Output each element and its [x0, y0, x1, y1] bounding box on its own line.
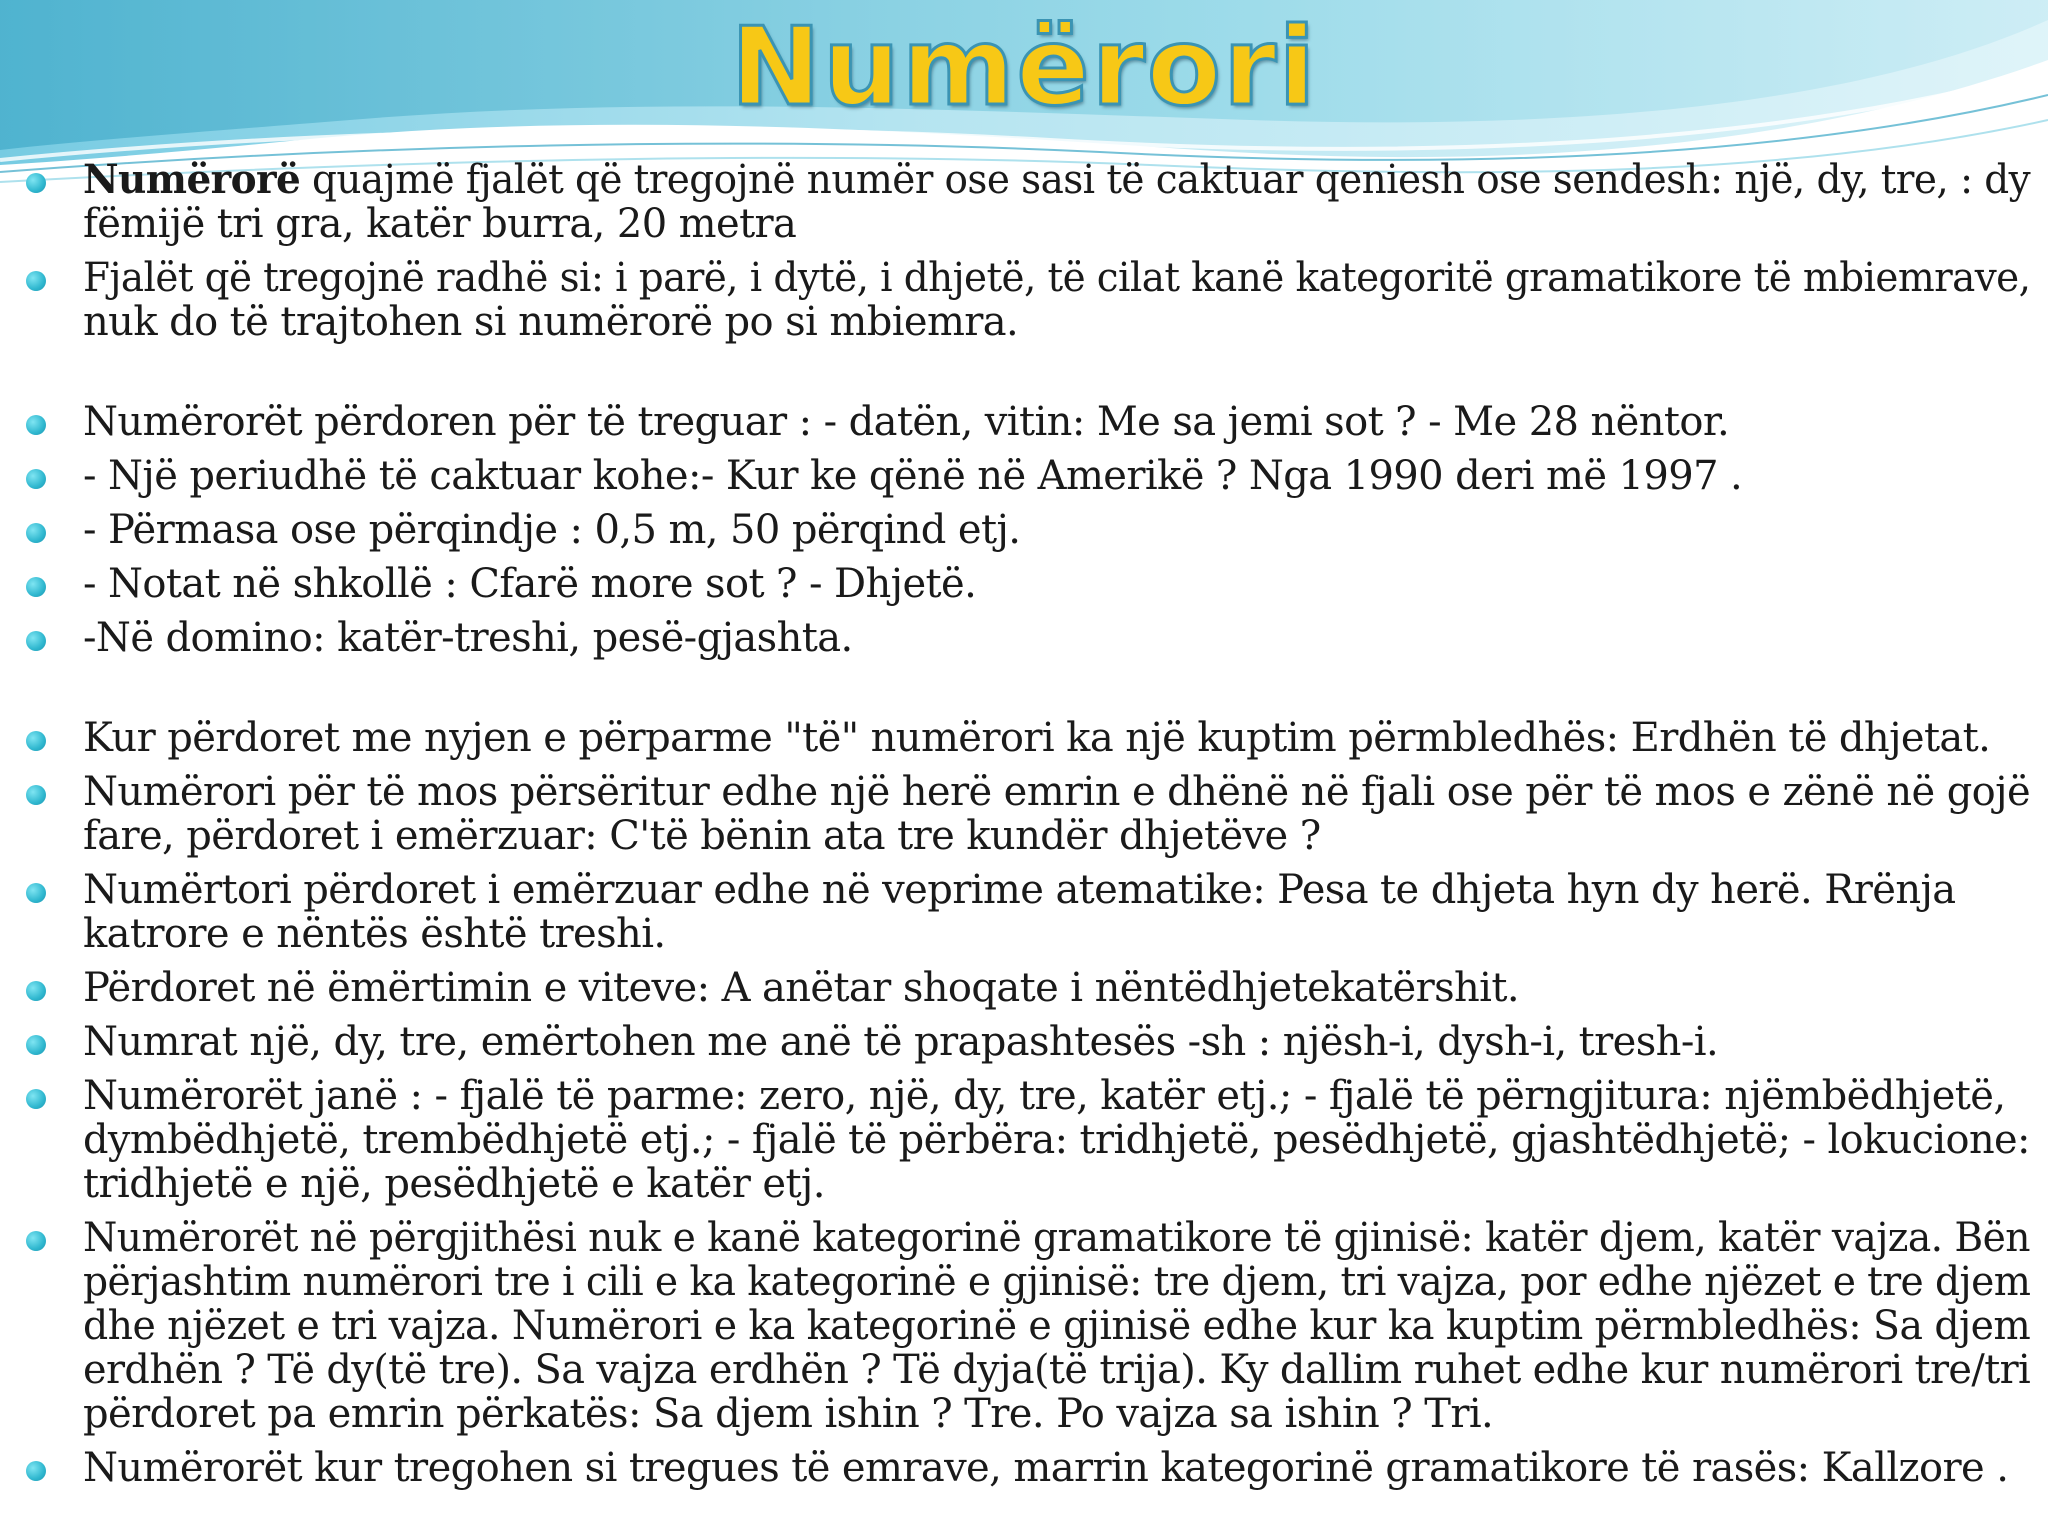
bullet-item	[0, 868, 2048, 956]
bullet-line: Numërorët në përgjithësi nuk e kanë kategorinë gramatikore të gjinisë: katër djem, katër vajza. Bën	[83, 1215, 2030, 1261]
bullet-dot-icon	[26, 523, 46, 543]
bullet-dot-icon	[26, 631, 46, 651]
bullet-dot-icon	[26, 1089, 46, 1109]
bullet-dot-icon	[26, 1231, 46, 1251]
bullet-line	[83, 156, 2031, 203]
bullet-line: Numërorët përdoren për të treguar : - datën, vitin: Me sa jemi sot ? - Me 28 nëntor.	[83, 399, 1730, 445]
bullet-item	[0, 158, 2048, 246]
bullet-dot-icon	[26, 173, 46, 193]
bullet-dot-icon	[26, 981, 46, 1001]
bullet-line: dymbëdhjetë, trembëdhjetë etj.; - fjalë të përbëra: tridhjetë, pesëdhjetë, gjashtëdhjetë; - lokucione:	[83, 1117, 2030, 1163]
bullet-item	[0, 716, 2048, 760]
bullet-line: Përdoret në ëmërtimin e viteve: A anëtar shoqate i nëntëdhjetekatërshit.	[83, 965, 1519, 1011]
bullet-dot-icon	[26, 785, 46, 805]
bullet-item	[0, 508, 2048, 552]
bullet-line: - Përmasa ose përqindje : 0,5 m, 50 përqind etj.	[83, 507, 1021, 553]
bullet-line: Fjalët që tregojnë radhë si: i parë, i dytë, i dhjetë, të cilat kanë kategoritë gramatikore të mbiemrave,	[83, 255, 2031, 301]
bullet-line: përjashtim numërori tre i cili e ka kategorinë e gjinisë: tre djem, tri vajza, por edhe njëzet e tre djem	[83, 1259, 2031, 1305]
bullet-line: Numërori për të mos përsëritur edhe një herë emrin e dhënë në fjali ose për të mos e zënë në gojë	[83, 769, 2031, 815]
bullet-line: katrore e nëntës është treshi.	[83, 911, 666, 957]
bullet-item	[0, 1446, 2048, 1490]
bullet-dot-icon	[26, 883, 46, 903]
bullet-line: nuk do të trajtohen si numërorë po si mbiemra.	[83, 299, 1019, 345]
bullet-line: Numërorët janë : - fjalë të parme: zero, një, dy, tre, katër etj.; - fjalë të përngjitura: njëmbëdhjetë,	[83, 1073, 2006, 1119]
bullet-item	[0, 966, 2048, 1010]
bullet-line: Numërorët kur tregohen si tregues të emrave, marrin kategorinë gramatikore të rasës: Kallzore .	[83, 1445, 2009, 1491]
bullet-dot-icon	[26, 469, 46, 489]
bullet-item	[0, 770, 2048, 858]
bold-term: Numërorë	[83, 156, 301, 203]
bullet-dot-icon	[26, 731, 46, 751]
bullet-item	[0, 400, 2048, 444]
bullet-line: fare, përdoret i emërzuar: C'të bënin ata tre kundër dhjetëve ?	[83, 813, 1321, 859]
bullet-line: përdoret pa emrin përkatës: Sa djem ishin ? Tre. Po vajza sa ishin ? Tri.	[83, 1391, 1494, 1437]
bullet-text: quajmë fjalët që tregojnë numër ose sasi të caktuar qeniesh ose sendesh: një, dy, tre, : dy	[300, 157, 2031, 203]
bullet-line: fëmijë tri gra, katër burra, 20 metra	[83, 201, 797, 247]
bullet-item	[0, 562, 2048, 606]
bullet-item	[0, 454, 2048, 498]
bullet-item	[0, 1020, 2048, 1064]
slide-title: Numërori	[730, 5, 1318, 130]
bullet-line: erdhën ? Të dy(të tre). Sa vajza erdhën ? Të dyja(të trija). Ky dallim ruhet edhe kur numërori tre/tri	[83, 1347, 2031, 1393]
bullet-line: Kur përdoret me nyjen e përparme "të" numërori ka një kuptim përmbledhës: Erdhën të dhjetat.	[83, 715, 1991, 761]
bullet-item	[0, 1074, 2048, 1206]
bullet-item	[0, 1216, 2048, 1436]
bullet-list	[0, 158, 2048, 1490]
bullet-dot-icon	[26, 415, 46, 435]
bullet-item	[0, 256, 2048, 344]
bullet-line: Numërtori përdoret i emërzuar edhe në veprime atematike: Pesa te dhjeta hyn dy herë. Rrënja	[83, 867, 1956, 913]
bullet-dot-icon	[26, 271, 46, 291]
bullet-line: tridhjetë e një, pesëdhjetë e katër etj.	[83, 1161, 825, 1207]
bullet-item	[0, 616, 2048, 660]
bullet-dot-icon	[26, 577, 46, 597]
bullet-line: dhe njëzet e tri vajza. Numërori e ka kategorinë e gjinisë edhe kur ka kuptim përmbledhës: Sa djem	[83, 1303, 2031, 1349]
bullet-line: - Notat në shkollë : Cfarë more sot ? - Dhjetë.	[83, 561, 977, 607]
bullet-line: Numrat një, dy, tre, emërtohen me anë të prapashtesës -sh : njësh-i, dysh-i, tresh-i.	[83, 1019, 1719, 1065]
bullet-line: - Një periudhë të caktuar kohe:- Kur ke qënë në Amerikë ? Nga 1990 deri më 1997 .	[83, 453, 1743, 499]
bullet-line: -Në domino: katër-treshi, pesë-gjashta.	[83, 615, 853, 661]
bullet-dot-icon	[26, 1461, 46, 1481]
bullet-dot-icon	[26, 1035, 46, 1055]
